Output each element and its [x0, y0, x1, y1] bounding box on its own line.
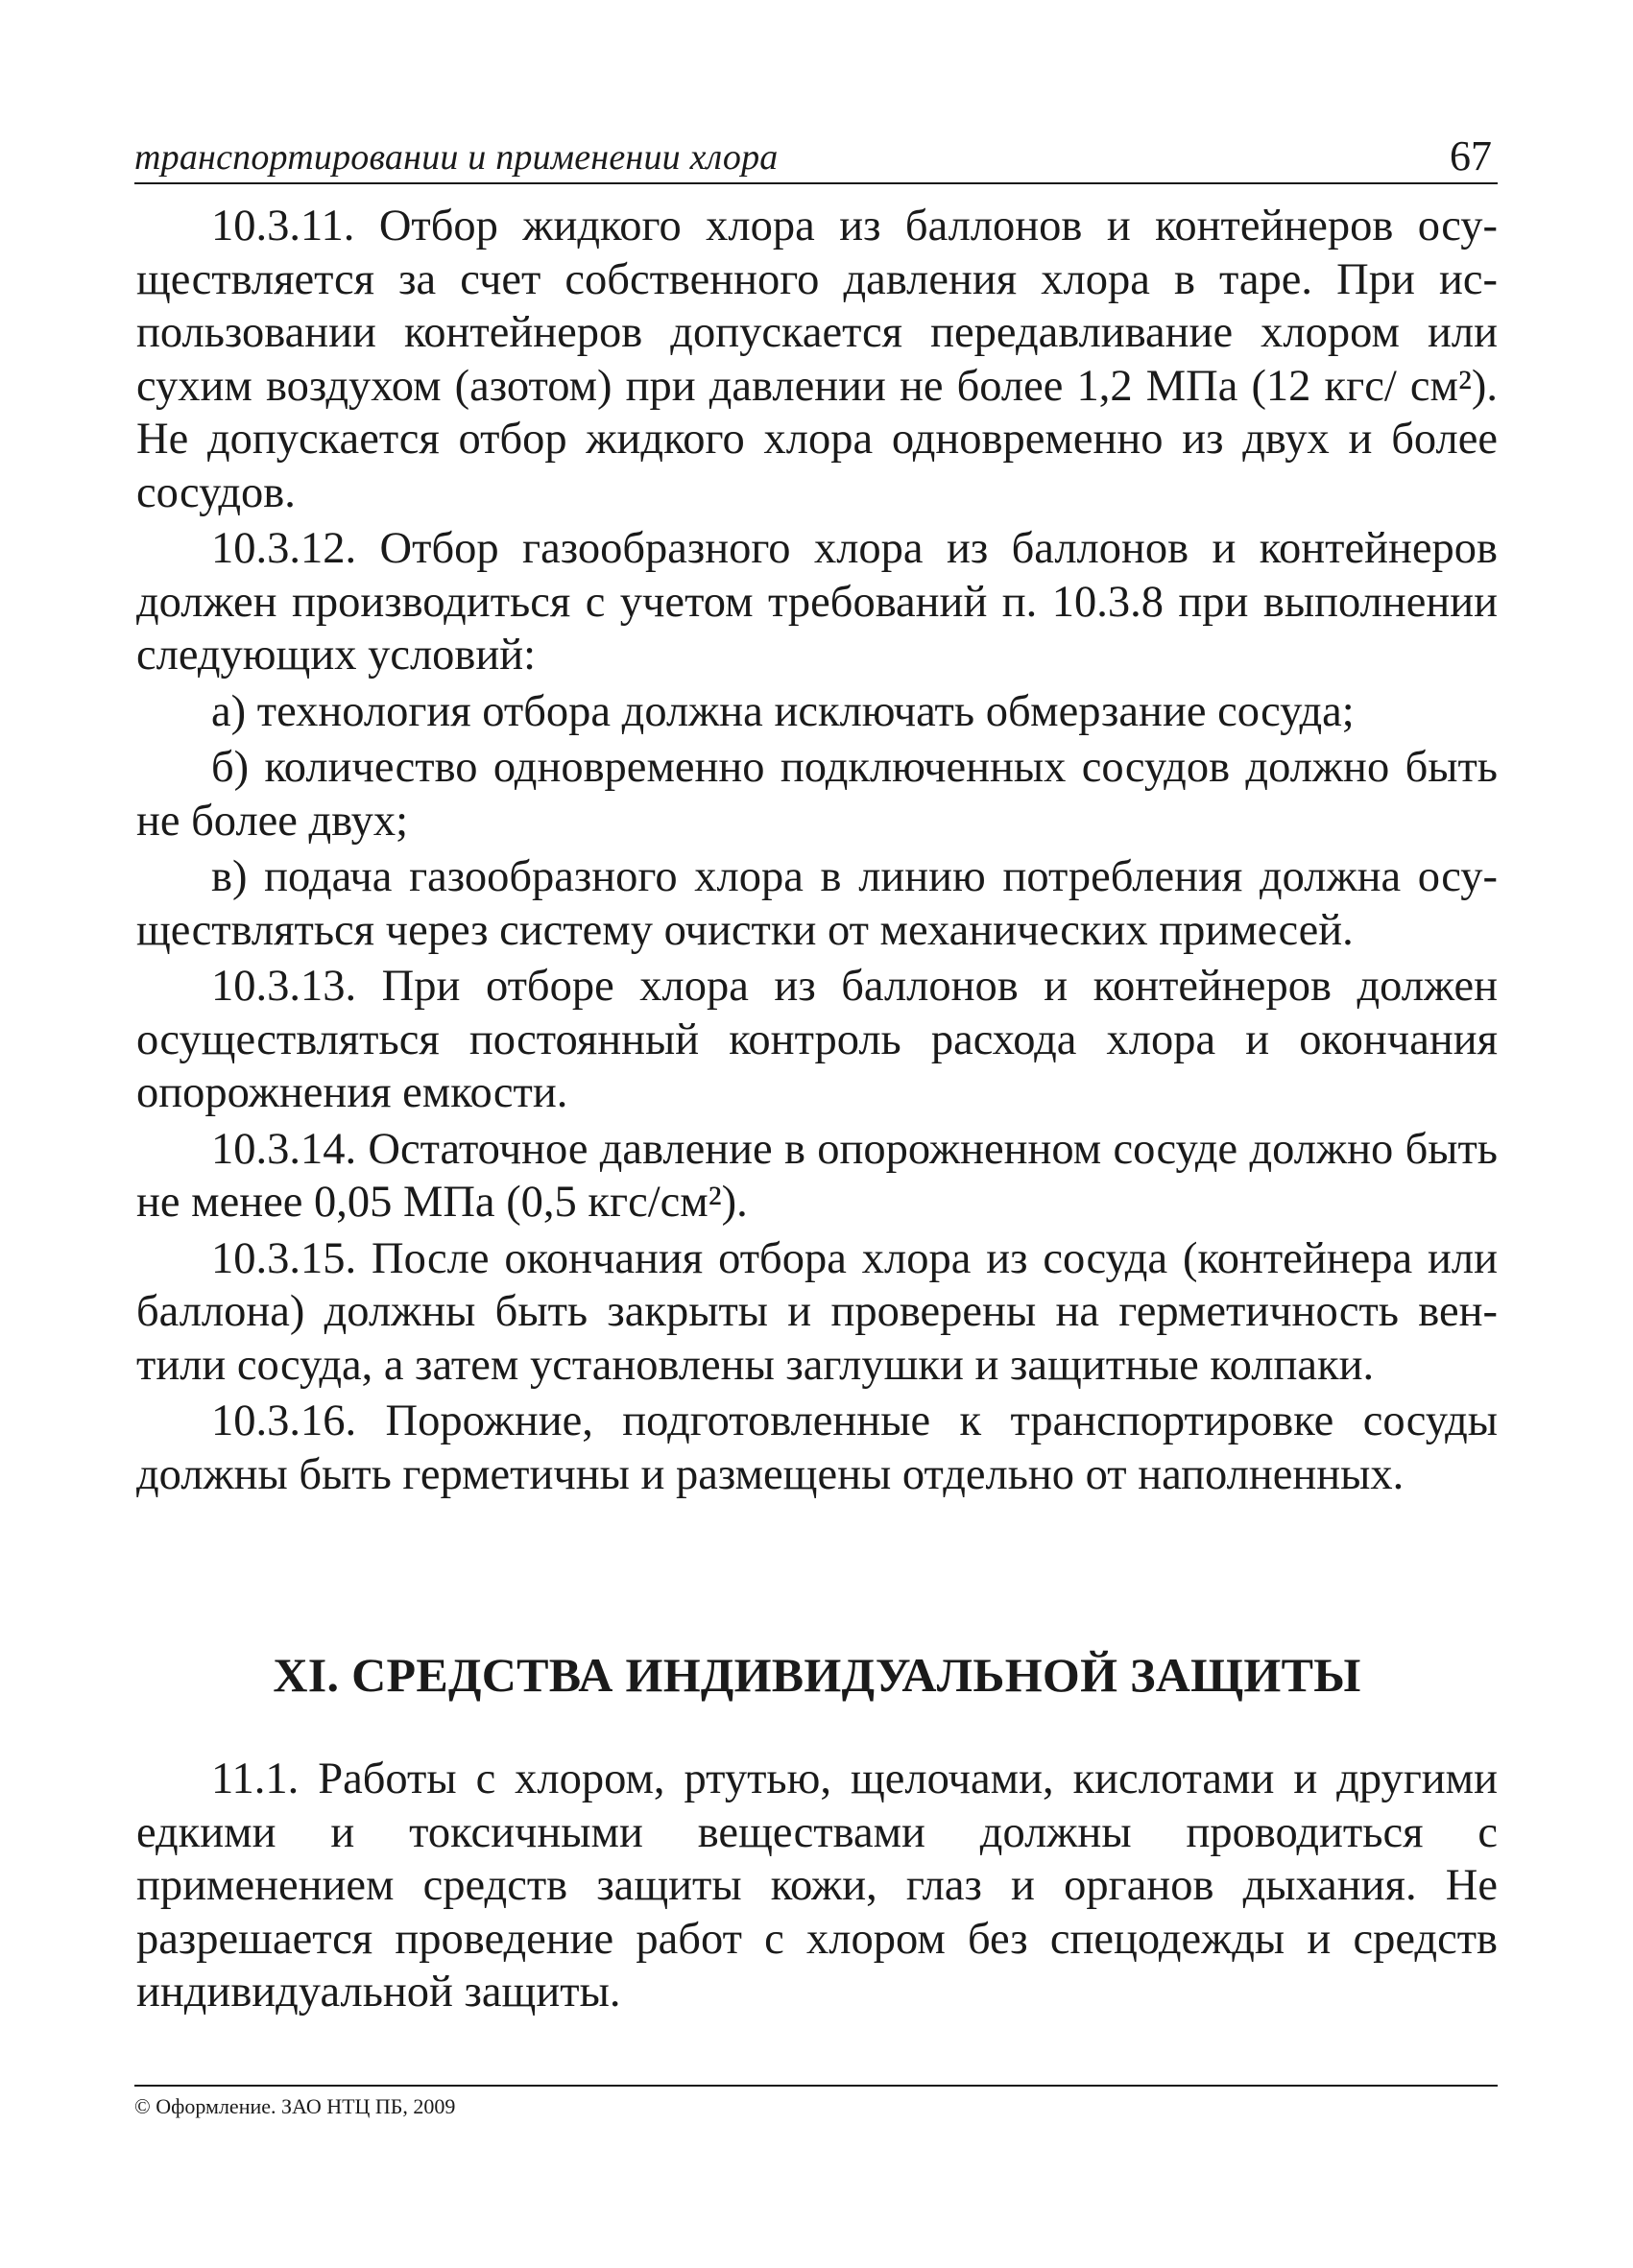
page-header — [134, 125, 1498, 184]
paragraph-10-3-14: 10.3.14. Остаточное давление в опорожненном сосуде должно быть не менее 0,05 МПа (0,5 кгс/см²). — [136, 1124, 1498, 1227]
paragraph-10-3-12: 10.3.12. Отбор газообразного хлора из баллонов и контейнеров должен производиться с учетом требований п. 10.3.8 при выполнении следующих условий: — [136, 524, 1498, 680]
section-heading: XI. СРЕДСТВА ИНДИВИДУАЛЬНОЙ ЗАЩИТЫ — [273, 1648, 1361, 1702]
paragraph-10-3-15: 10.3.15. После окончания отбора хлора из сосуда (контейнера или баллона) должны быть закрыты и проверены на герметичность вентили сосуда, а затем установлены заглушки и защитные колпаки. — [136, 1233, 1498, 1390]
list-item-b: б) количество одновременно подключенных сосудов должно быть не более двух; — [136, 743, 1498, 846]
page-footer — [134, 2085, 1498, 2119]
copyright-note: © Оформление. ЗАО НТЦ ПБ, 2009 — [134, 2094, 456, 2118]
list-item-a: а) технология отбора должна исключать обмерзание сосуда; — [211, 686, 1355, 736]
page-number: 67 — [1450, 132, 1492, 179]
paragraph-11-1: 11.1. Работы с хлором, ртутью, щелочами, кислотами и другими едкими и токсичными веществами должны проводиться с применением средств защиты кожи, глаз и органов дыхания. Не разрешается проведение работ с хлором без спецодежды и средств индивидуальной защиты. — [136, 1755, 1498, 2017]
paragraph-10-3-16: 10.3.16. Порожние, подготовленные к транспортировке сосуды должны быть герметичны и размещены отдельно от наполненных. — [136, 1397, 1498, 1499]
running-title: транспортировании и применении хлора — [134, 137, 779, 178]
section-text — [136, 1753, 1498, 2022]
paragraph-10-3-11: 10.3.11. Отбор жидкого хлора из баллонов и контейнеров осуществляется за счет собственного давления хлора в таре. При использовании контейнеров допускается передавливание хлором или сухим воздухом (азотом) при давлении не более 1,2 МПа (12 кгс/ см²). Не допускается отбор жидкого хлора одновременно из двух и более сосудов. — [136, 202, 1498, 517]
paragraph-10-3-13: 10.3.13. При отборе хлора из баллонов и контейнеров должен осуществляться постоянный контроль расхода хлора и окончания опорожнения емкости. — [136, 962, 1498, 1117]
list-item-v: в) подача газообразного хлора в линию потребления должна осуществляться через систему очистки от механических примесей. — [136, 852, 1498, 955]
main-text — [136, 200, 1498, 1504]
